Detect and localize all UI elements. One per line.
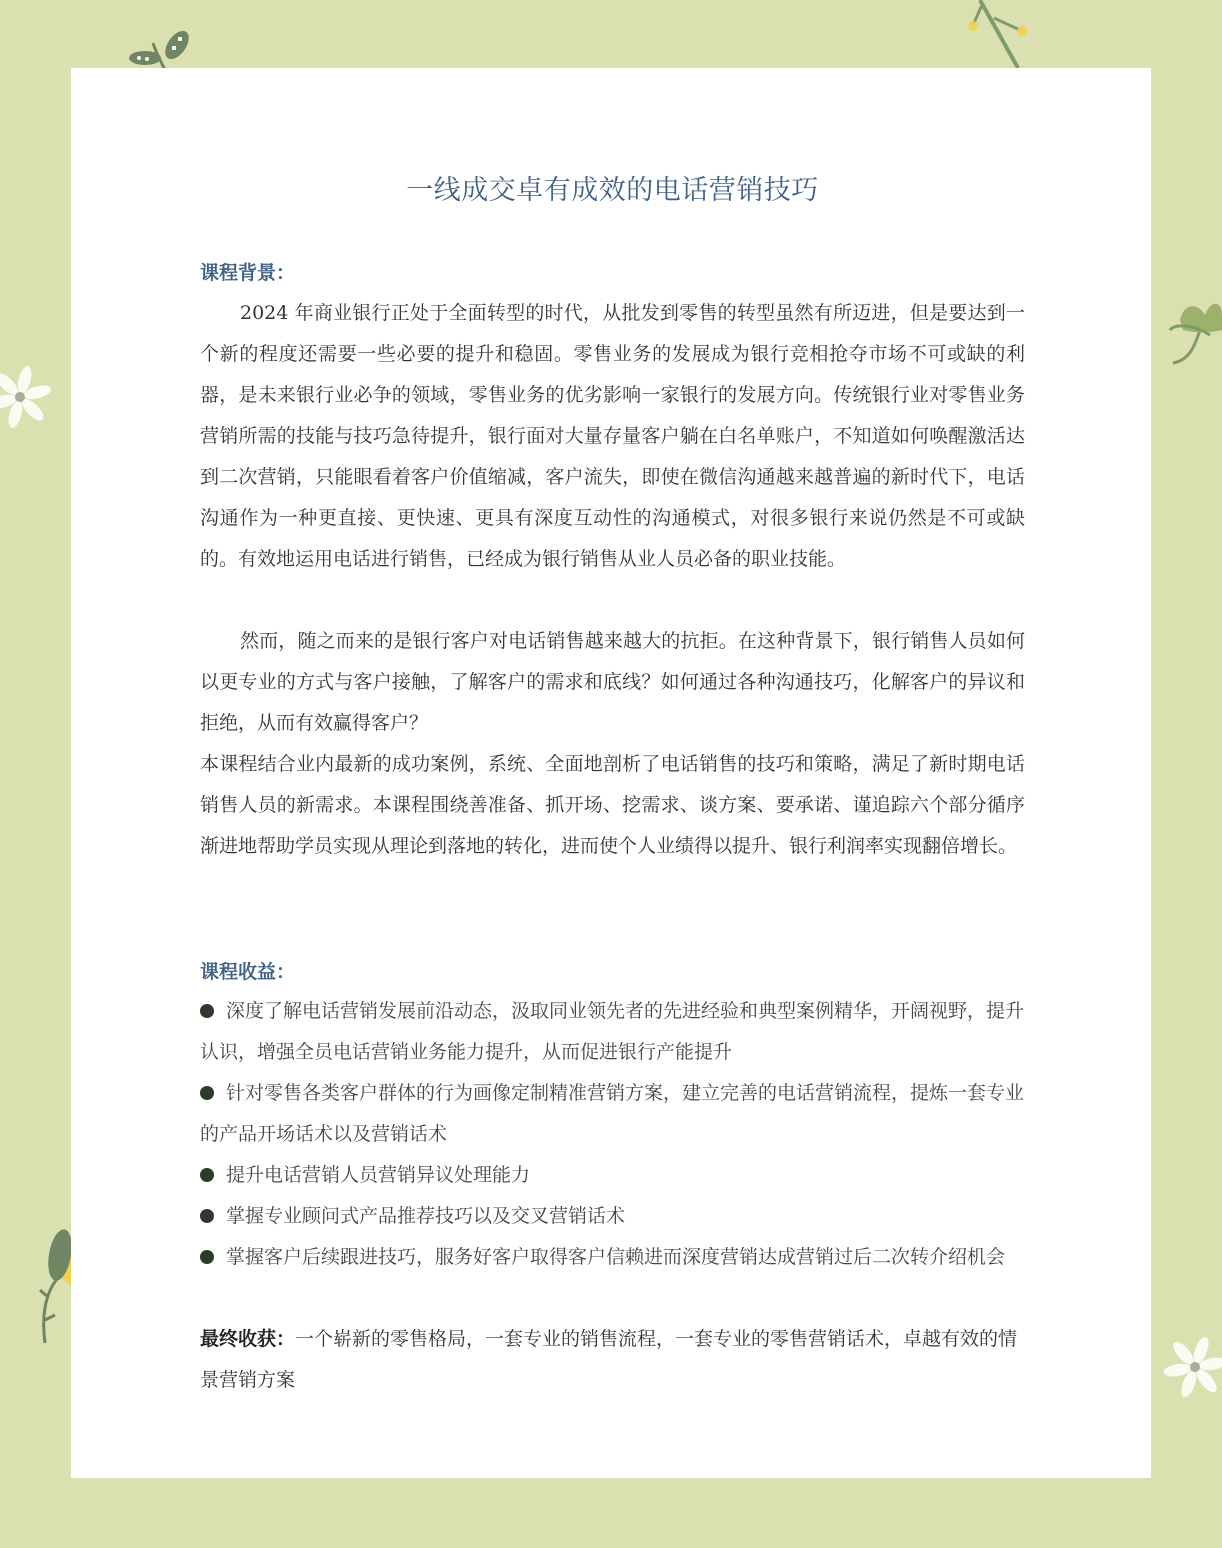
benefit-item: 针对零售各类客户群体的行为画像定制精准营销方案，建立完善的电话营销流程，提炼一套专业的产品开场话术以及营销话术 (200, 1082, 1025, 1145)
benefit-item: 深度了解电话营销发展前沿动态，汲取同业领先者的先进经验和典型案例精华，开阔视野，提升认识，增强全员电话营销业务能力提升，从而促进银行产能提升 (200, 1000, 1025, 1063)
green-flower-icon (1165, 285, 1222, 370)
bullet-dot-icon (200, 1250, 214, 1264)
benefit-item: 掌握客户后续跟进技巧，服务好客户取得客户信赖进而深度营销达成营销过后二次转介绍机会 (200, 1237, 1025, 1278)
document-card (71, 68, 1151, 1478)
document-title: 一线成交卓有成效的电话营销技巧 (406, 175, 819, 206)
leaf-sprig-icon (125, 25, 195, 70)
section-heading-background: 课程背景： (200, 262, 296, 284)
bullet-dot-icon (200, 1209, 214, 1223)
bullet-dot-icon (200, 1004, 214, 1018)
yellow-flower-icon (20, 1225, 71, 1350)
bullet-dot-icon (200, 1168, 214, 1182)
final-outcome-text: 一个崭新的零售格局，一套专业的销售流程，一套专业的零售营销话术，卓越有效的情景营销方案 (200, 1328, 1018, 1391)
branch-icon (960, 0, 1040, 68)
white-flower-icon (0, 365, 55, 435)
benefit-item: 掌握专业顾问式产品推荐技巧以及交叉营销话术 (200, 1196, 1025, 1237)
background-paragraph-1: 2024 年商业银行正处于全面转型的时代，从批发到零售的转型虽然有所迈进，但是要达到一个新的程度还需要一些必要的提升和稳固。零售业务的发展成为银行竞相抢夺市场不可或缺的利器，是未来银行业必争的领域，零售业务的优劣影响一家银行的发展方向。传统银行业对零售业务营销所需的技能与技巧急待提升，银行面对大量存量客户躺在白名单账户，不知道如何唤醒激活达到二次营销，只能眼看着客户价值缩减，客户流失，即使在微信沟通越来越普遍的新时代下，电话沟通作为一种更直接、更快速、更具有深度互动性的沟通模式，对很多银行来说仍然是不可或缺的。有效地运用电话进行销售，已经成为银行销售从业人员必备的职业技能。 (200, 302, 1025, 570)
final-outcome-label: 最终收获： (200, 1328, 296, 1350)
final-outcome (200, 1319, 1025, 1401)
bullet-dot-icon (200, 1086, 214, 1100)
white-flower-icon (1160, 1335, 1222, 1405)
background-paragraph-3: 本课程结合业内最新的成功案例，系统、全面地剖析了电话销售的技巧和策略，满足了新时期电话销售人员的新需求。本课程围绕善准备、抓开场、挖需求、谈方案、要承诺、谨追踪六个部分循序渐进地帮助学员实现从理论到落地的转化，进而使个人业绩得以提升、银行利润率实现翻倍增长。 (200, 753, 1025, 857)
benefit-item: 提升电话营销人员营销异议处理能力 (200, 1155, 1025, 1196)
background-paragraph-2: 然而，随之而来的是银行客户对电话销售越来越大的抗拒。在这种背景下，银行销售人员如何以更专业的方式与客户接触，了解客户的需求和底线？如何通过各种沟通技巧，化解客户的异议和拒绝，从而有效赢得客户？ (200, 630, 1025, 734)
section-heading-benefits: 课程收益： (200, 961, 296, 983)
